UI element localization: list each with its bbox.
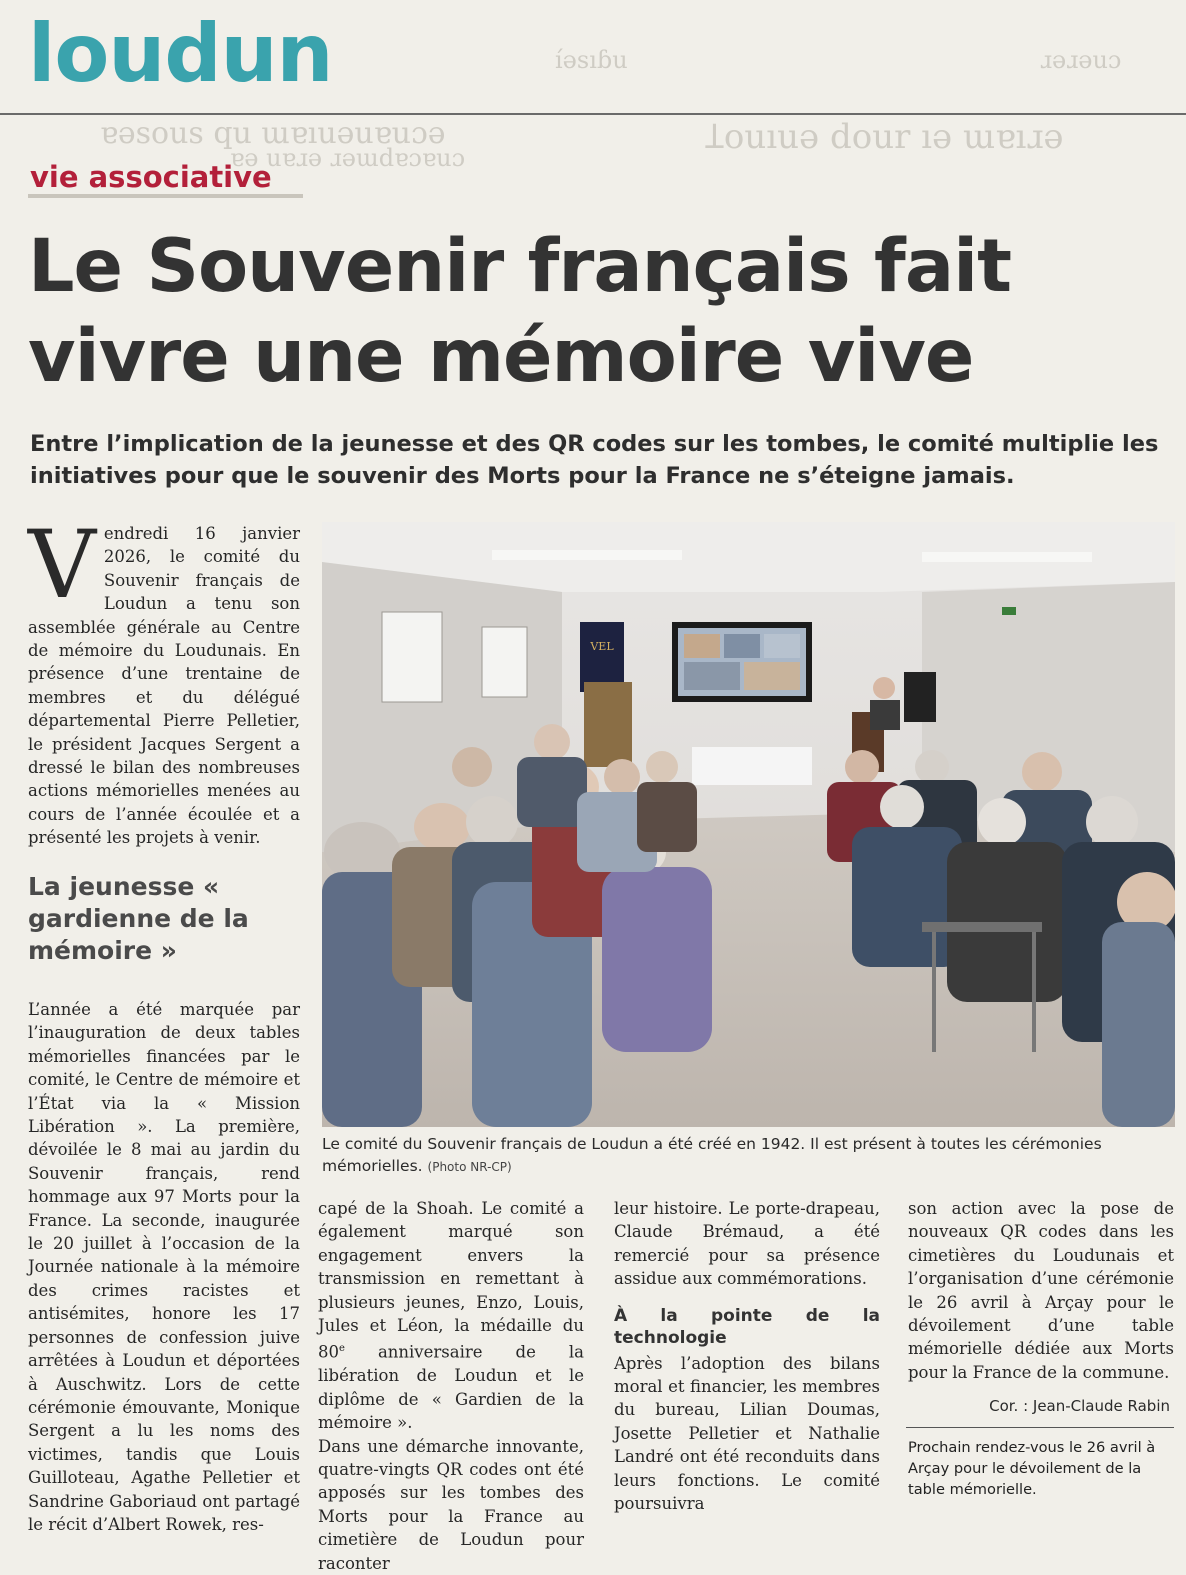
ordinal-suffix: e — [339, 1343, 345, 1355]
drop-cap: V — [28, 511, 96, 620]
bleed-through-2: Ʇouıuə dour ıə ɯɐıɹə — [705, 117, 1064, 157]
col2-paragraph-2: Dans une démarche innovante, quatre-vingts QR codes ont été apposés sur les tombes des Morts pour la France au cimetière de Loudun pour raconter — [318, 1436, 584, 1573]
statue — [584, 682, 632, 767]
col2-paragraph-1 — [318, 1197, 584, 1435]
ceiling-light — [492, 550, 682, 560]
section-rule — [0, 113, 1186, 115]
col3-paragraph-2: Après l’adoption des bilans moral et financier, les membres du bureau, Lilian Doumas, Josette Pelletier et Nathalie Landré ont été reconduits dans leurs fonctions. Le comité poursuivra — [614, 1353, 880, 1514]
headline: Le Souvenir français fait vivre une mémoire vive — [28, 224, 1011, 399]
bleed-through-5: ɹəɹəuɔ — [1040, 46, 1122, 74]
photo-caption — [322, 1133, 1182, 1178]
article-col-3 — [614, 1197, 880, 1515]
next-event-note: Prochain rendez-vous le 26 avril à Arçay pour le dévoilement de la table mémorielle. — [908, 1439, 1156, 1498]
kicker-underline — [28, 194, 303, 198]
col4-paragraph: son action avec la pose de nouveaux QR codes dans les cimetières du Loudunais et l’organisation d’une cérémonie le 26 avril à Arçay pour le dévoilement d’une table mémorielle dédiée aux Morts pour la France de la commune. — [908, 1199, 1174, 1382]
standfirst: Entre l’implication de la jeunesse et des QR codes sur les tombes, le comité multiplie les initiatives pour que le souvenir des Morts pour la France ne s’éteigne jamais. — [30, 431, 1159, 489]
banner-text: VEL — [590, 640, 614, 653]
article-intro — [28, 511, 300, 850]
photo-illustration — [322, 522, 1175, 1127]
intro-text: endredi 16 janvier 2026, le comité du Souvenir français de Loudun a tenu son assemblée générale au Centre de mémoire du Loudunais. En présence d’une trentaine de membres et du délégué départemental Pierre Pelletier, le président Jacques Sergent a dressé le bilan des nombreuses actions mémorielles menées au cours de l’année écoulée et a présenté les projets à venir. — [28, 524, 300, 848]
window — [482, 627, 527, 697]
article-col-4 — [908, 1197, 1174, 1384]
article-col-2 — [318, 1197, 584, 1575]
bleed-through-3: ɐəsous qu ɯɐıuəuɐuɔə — [100, 116, 446, 151]
bleed-through-4: ɐə uɐɹə ɹəɯdɐɔɐuɔ — [230, 144, 466, 172]
article-col-1 — [28, 998, 300, 1536]
col2-text-b: anniversaire de la libération de Loudun et le diplôme de « Gardien de la mémoire ». — [318, 1342, 584, 1433]
article-photo — [322, 522, 1175, 1127]
bleed-through-1: ı́əsıɓu — [555, 46, 628, 74]
caption-text: Le comité du Souvenir français de Loudun a été créé en 1942. Il est présent à toutes les cérémonies mémorielles. — [322, 1135, 1102, 1175]
exit-sign — [1002, 607, 1016, 615]
chair — [922, 922, 1042, 932]
roll-up-banner — [904, 672, 936, 722]
section-title: loudun — [28, 7, 333, 100]
ceiling-light — [922, 552, 1092, 562]
kicker: vie associative — [30, 160, 272, 194]
subhead-jeunesse: La jeunesse « gardienne de la mémoire » — [28, 872, 249, 965]
col1-text: L’année a été marquée par l’inauguration de deux tables mémorielles financées par le comité, le Centre de mémoire et l’État via la « Mission Libération ». La première, dévoilée le 8 mai au jardin du Souvenir français, rend hommage aux 97 Morts pour la France. La seconde, inaugurée le 20 juillet à l’occasion de la Journée nationale à la mémoire des crimes racistes et antisémites, honore les 17 personnes de confession juive arrêtées à Loudun et déportées à Auschwitz. Lors de cette cérémonie émouvante, Monique Sergent a lu les noms des victimes, tandis que Louis Guilloteau, Agathe Pelletier et Sandrine Gaboriaud ont partagé le récit d’Albert Rowek, res- — [28, 1000, 300, 1534]
col2-text-a: capé de la Shoah. Le comité a également marqué son engagement envers la transmission en remettant à plusieurs jeunes, Enzo, Louis, Jules et Léon, la médaille du 80 — [318, 1199, 584, 1362]
col3-paragraph-1: leur histoire. Le porte-drapeau, Claude Brémaud, a été remercié pour sa présence assidue aux commémorations. — [614, 1199, 880, 1289]
byline: Cor. : Jean-Claude Rabin — [989, 1397, 1170, 1415]
subhead-technologie: À la pointe de la technologie — [614, 1305, 880, 1348]
flag-banner — [580, 622, 624, 692]
window — [382, 612, 442, 702]
photo-credit: (Photo NR-CP) — [427, 1160, 512, 1174]
table — [692, 747, 812, 785]
note-divider — [906, 1427, 1174, 1428]
